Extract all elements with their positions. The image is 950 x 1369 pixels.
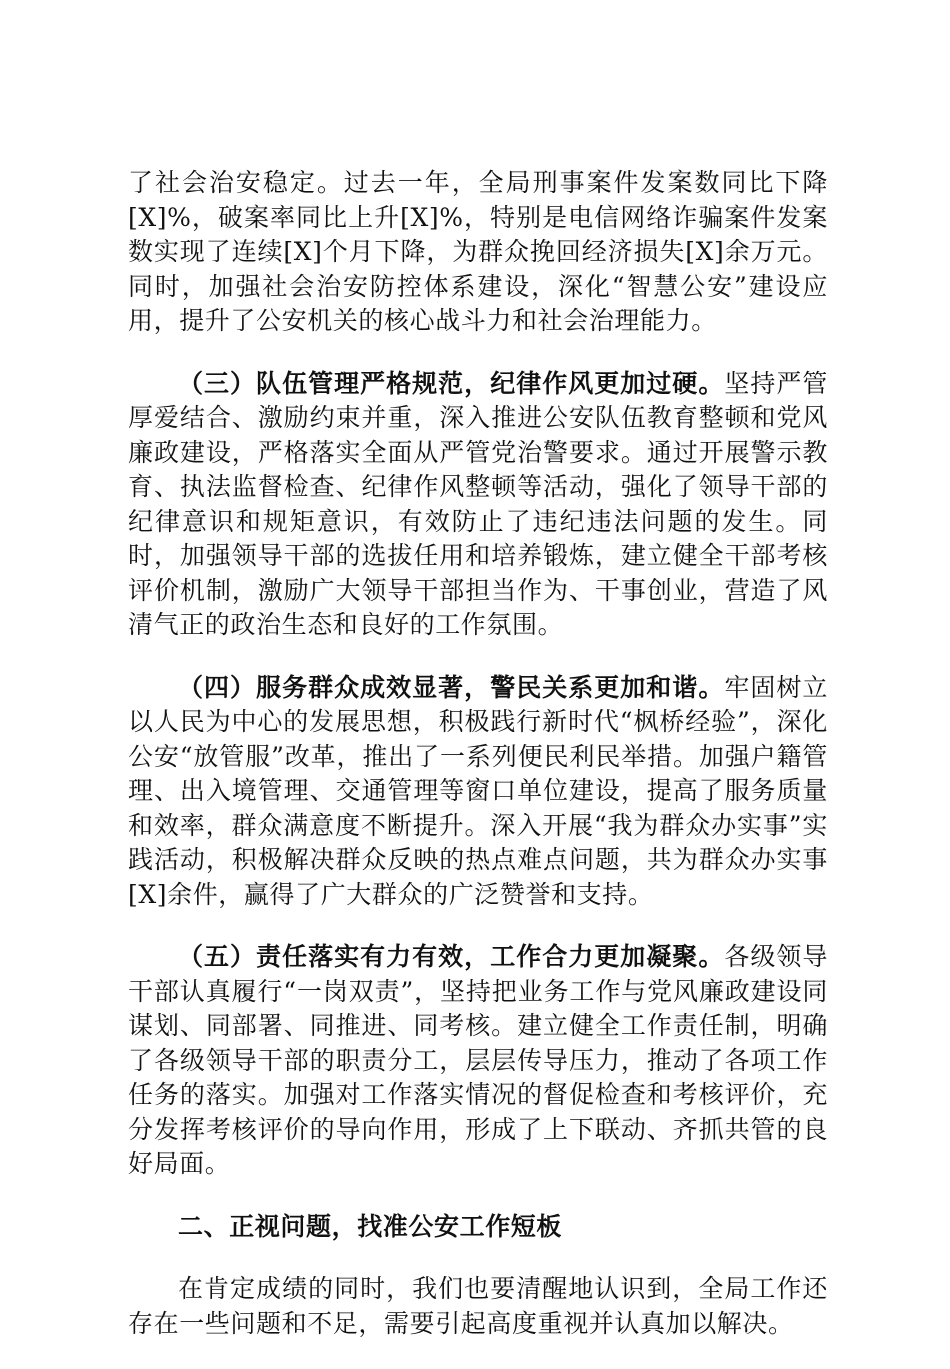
paragraph-lead-heading: （三）队伍管理严格规范，纪律作风更加过硬。: [178, 368, 725, 398]
document-body: [128, 166, 828, 1369]
paragraph-serving-the-public: [128, 671, 828, 913]
paragraph-public-security-results: [128, 166, 828, 339]
paragraph-text: 各级领导干部认真履行“一岗双责”，坚持把业务工作与党风廉政建设同谋划、同部署、同推进、同考核。建立健全工作责任制，明确了各级领导干部的职责分工，层层传导压力，推动了各项工作任务的落实。加强对工作落实情况的督促检查和考核评价，充分发挥考核评价的导向作用，形成了上下联动、齐抓共管的良好局面。: [128, 942, 828, 1178]
paragraph-lead-heading: （五）责任落实有力有效，工作合力更加凝聚。: [178, 942, 725, 971]
paragraph-team-management: [128, 367, 828, 643]
paragraph-text: 在肯定成绩的同时，我们也要清醒地认识到，全局工作还存在一些问题和不足，需要引起高度重视并认真加以解决。: [128, 1274, 828, 1338]
paragraph-closing: [128, 1272, 828, 1341]
paragraph-lead-heading: （四）服务群众成效显著，警民关系更加和谐。: [178, 672, 725, 702]
paragraph-text: 牢固树立以人民为中心的发展思想，积极践行新时代“枫桥经验”，深化公安“放管服”改革，推出了一系列便民利民举措。加强户籍管理、出入境管理、交通管理等窗口单位建设，提高了服务质量和效率，群众满意度不断提升。深入开展“我为群众办实事”实践活动，积极解决群众反映的热点难点问题，共为群众办实事[X]余件，赢得了广大群众的广泛赞誉和支持。: [128, 672, 828, 909]
paragraph-text: 了社会治安稳定。过去一年，全局刑事案件发案数同比下降[X]%，破案率同比上升[X]%，特别是电信网络诈骗案件发案数实现了连续[X]个月下降，为群众挽回经济损失[X]余万元。同时，加强社会治安防控体系建设，深化“智慧公安”建设应用，提升了公安机关的核心战斗力和社会治理能力。: [128, 168, 828, 335]
section-heading: 二、正视问题，找准公安工作短板: [178, 1211, 563, 1241]
paragraph-text: 坚持严管厚爱结合、激励约束并重，深入推进公安队伍教育整顿和党风廉政建设，严格落实全面从严管党治警要求。通过开展警示教育、执法监督检查、纪律作风整顿等活动，强化了领导干部的纪律意识和规矩意识，有效防止了违纪违法问题的发生。同时，加强领导干部的选拔任用和培养锻炼，建立健全干部考核评价机制，激励广大领导干部担当作为、干事创业，营造了风清气正的政治生态和良好的工作氛围。: [128, 368, 828, 639]
paragraph-responsibility: [128, 940, 828, 1182]
